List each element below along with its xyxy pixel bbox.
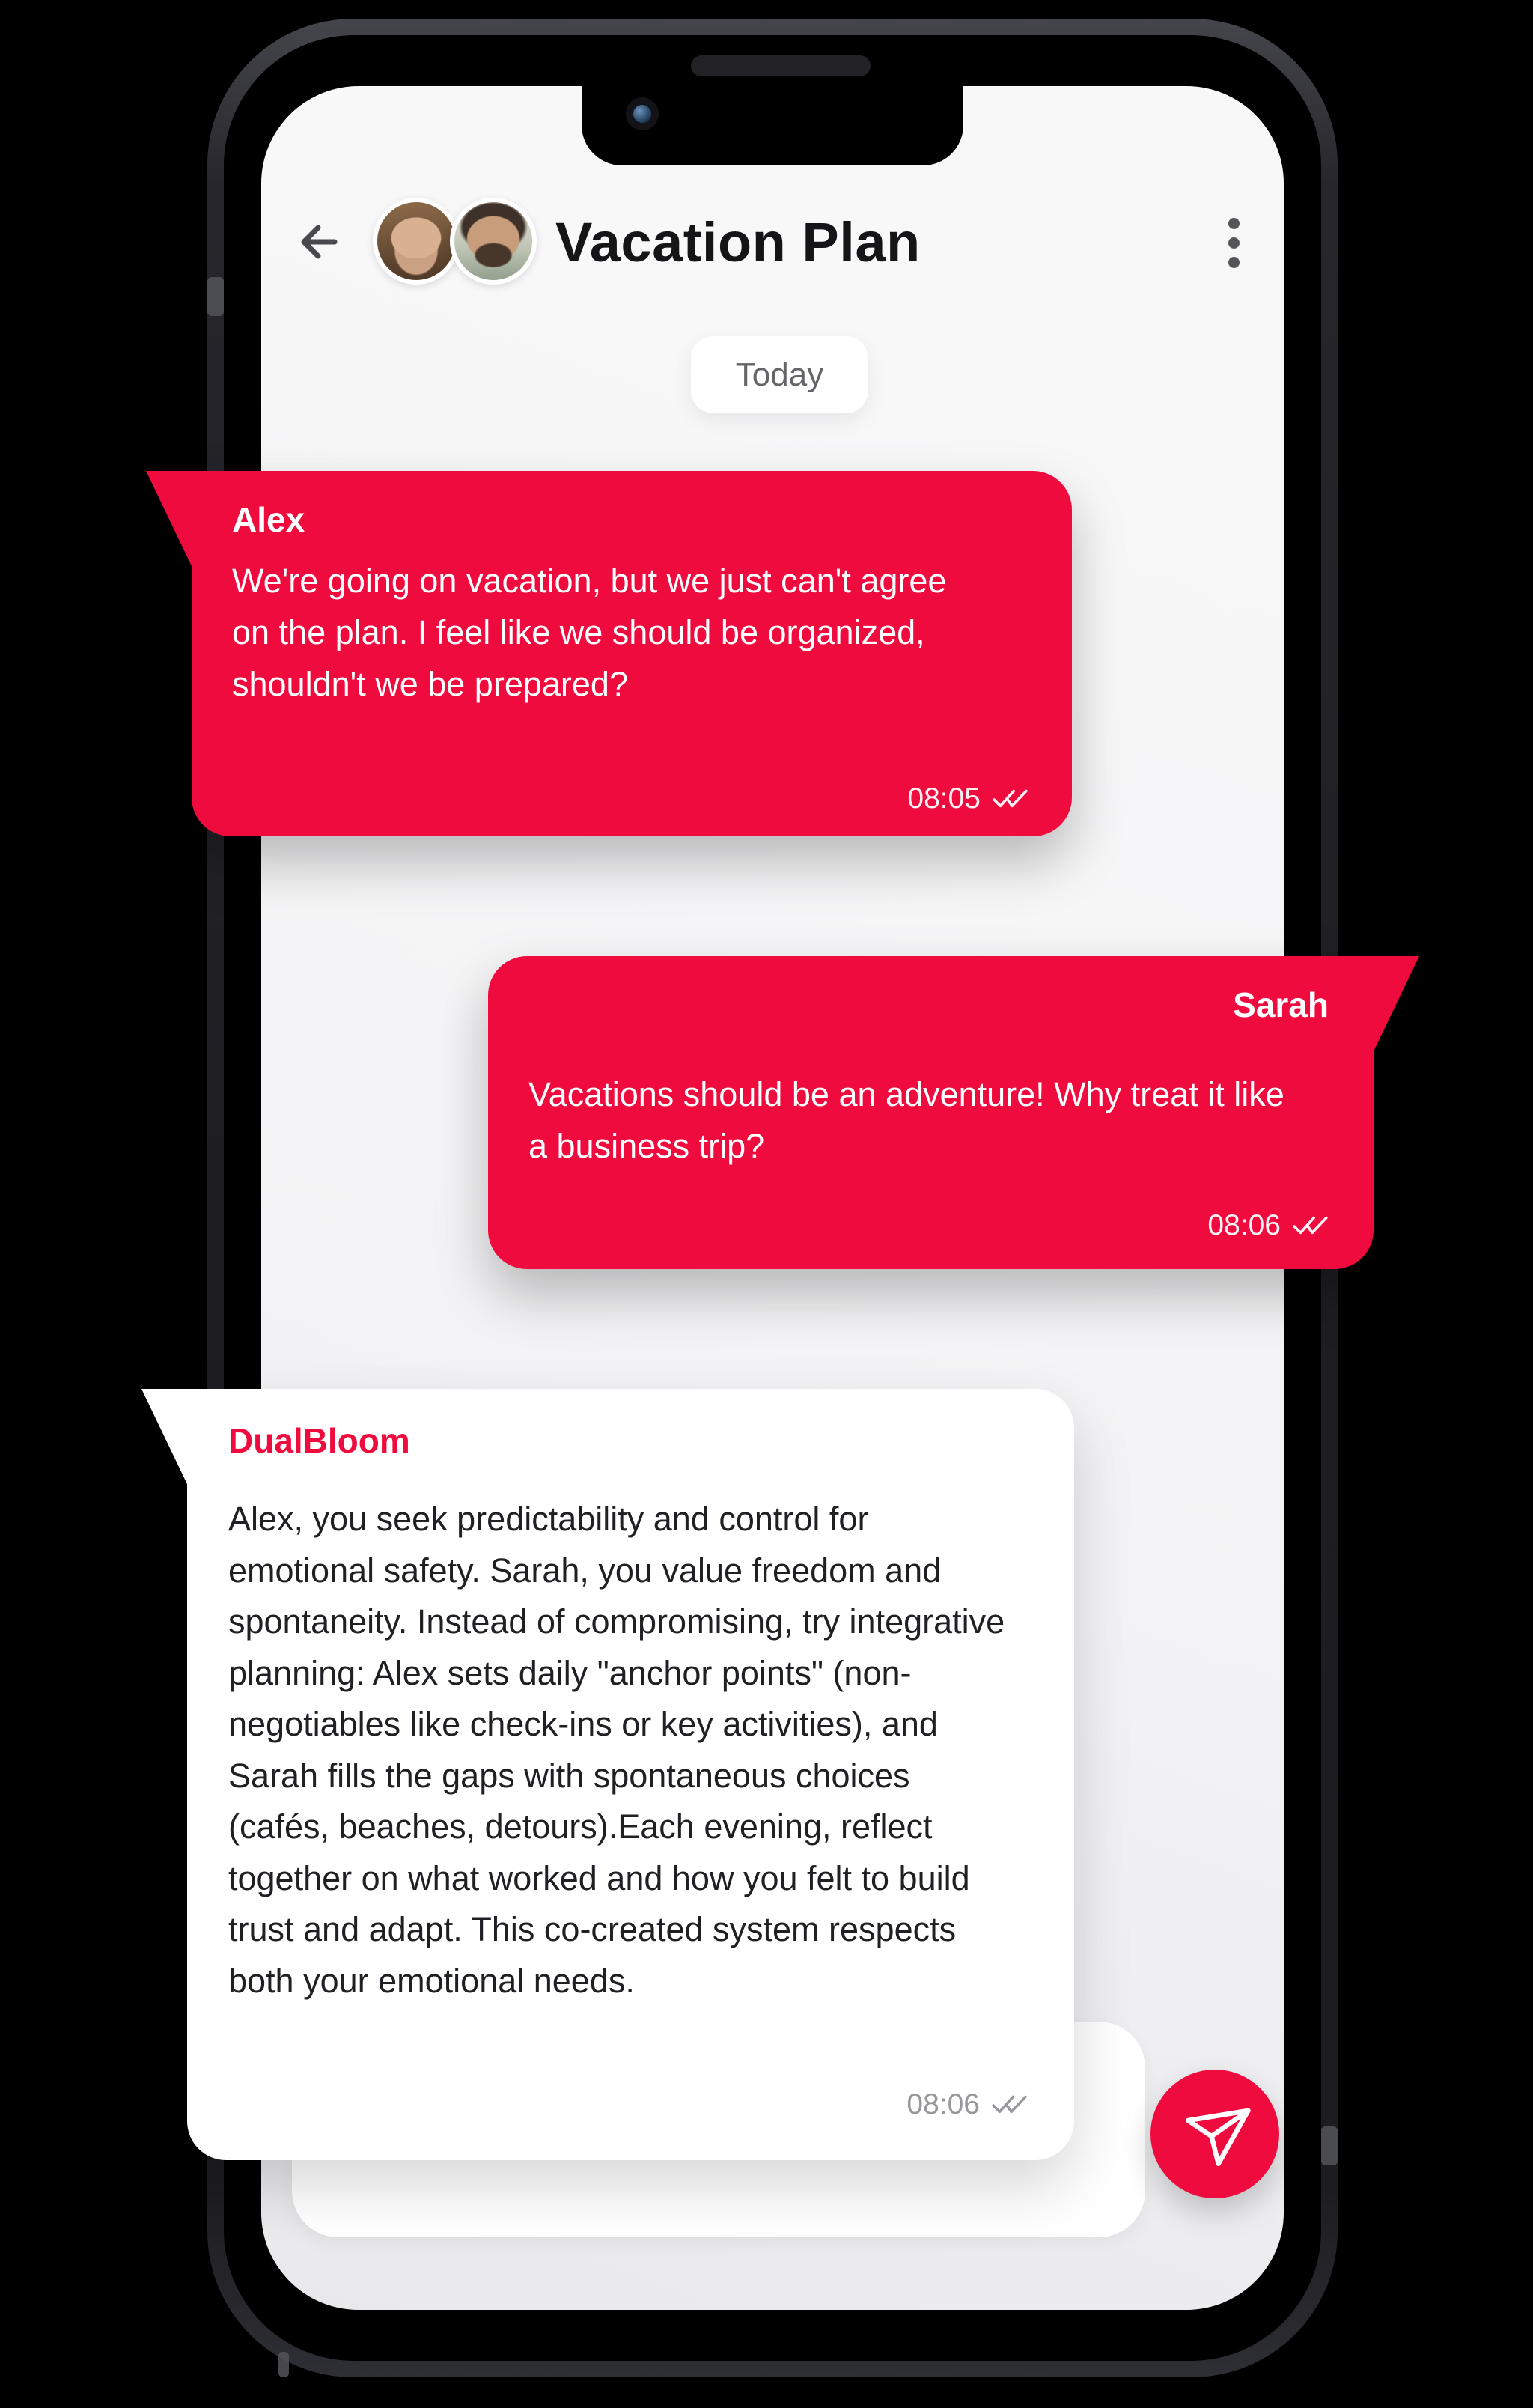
front-camera-icon — [626, 97, 659, 130]
bubble-tail — [1374, 956, 1419, 1051]
date-divider-pill — [691, 336, 868, 413]
avatar-man[interactable] — [450, 198, 537, 285]
message-text: Alex, you seek predictability and control for emotional safety. Sarah, you value freedom and spontaneity. Instead of compromising, try integrative planning: Alex sets daily "anchor points" (non-negotiables like check-ins or key activities), and Sarah fills the gaps with spontaneous choices (cafés, beaches, detours).Each evening, reflect together on what worked and how you felt to build trust and adapt. This co-created system respects both your emotional needs. — [228, 1500, 1005, 2000]
message-sender: Sarah — [1233, 985, 1329, 1024]
arrow-left-icon — [295, 218, 343, 266]
send-button[interactable] — [1150, 2070, 1279, 2198]
double-check-icon — [993, 788, 1028, 809]
message-time: 08:06 — [906, 2088, 980, 2120]
antenna-line — [1321, 2126, 1338, 2165]
page-title: Vacation Plan — [555, 211, 921, 273]
avatar-woman[interactable] — [373, 198, 460, 285]
message-time: 08:05 — [907, 782, 981, 815]
antenna-line — [278, 2352, 289, 2377]
paper-plane-icon — [1175, 2094, 1255, 2174]
message-sender: DualBloom — [228, 1421, 410, 1460]
date-divider-label: Today — [735, 356, 824, 393]
kebab-dot-icon — [1228, 237, 1240, 249]
kebab-menu-button[interactable] — [1222, 218, 1245, 278]
message-time: 08:06 — [1207, 1209, 1281, 1241]
kebab-dot-icon — [1228, 257, 1240, 268]
message-text: Vacations should be an adventure! Why treat it like a business trip? — [528, 1075, 1284, 1165]
double-check-icon — [1293, 1215, 1329, 1236]
message-bubble-alex[interactable] — [192, 471, 1072, 836]
speaker-grille — [691, 55, 871, 76]
message-bubble-sarah[interactable] — [488, 956, 1374, 1269]
back-button[interactable] — [295, 218, 343, 266]
message-bubble-dualbloom[interactable] — [187, 1389, 1074, 2160]
bubble-tail — [141, 1389, 187, 1484]
message-sender: Alex — [232, 500, 305, 539]
camera-lens — [633, 105, 651, 123]
message-text: We're going on vacation, but we just can't agree on the plan. I feel like we should be organized, shouldn't we be prepared? — [232, 562, 947, 703]
antenna-line — [207, 277, 224, 316]
double-check-icon — [992, 2094, 1028, 2115]
kebab-dot-icon — [1228, 218, 1240, 229]
bubble-tail — [146, 471, 192, 566]
